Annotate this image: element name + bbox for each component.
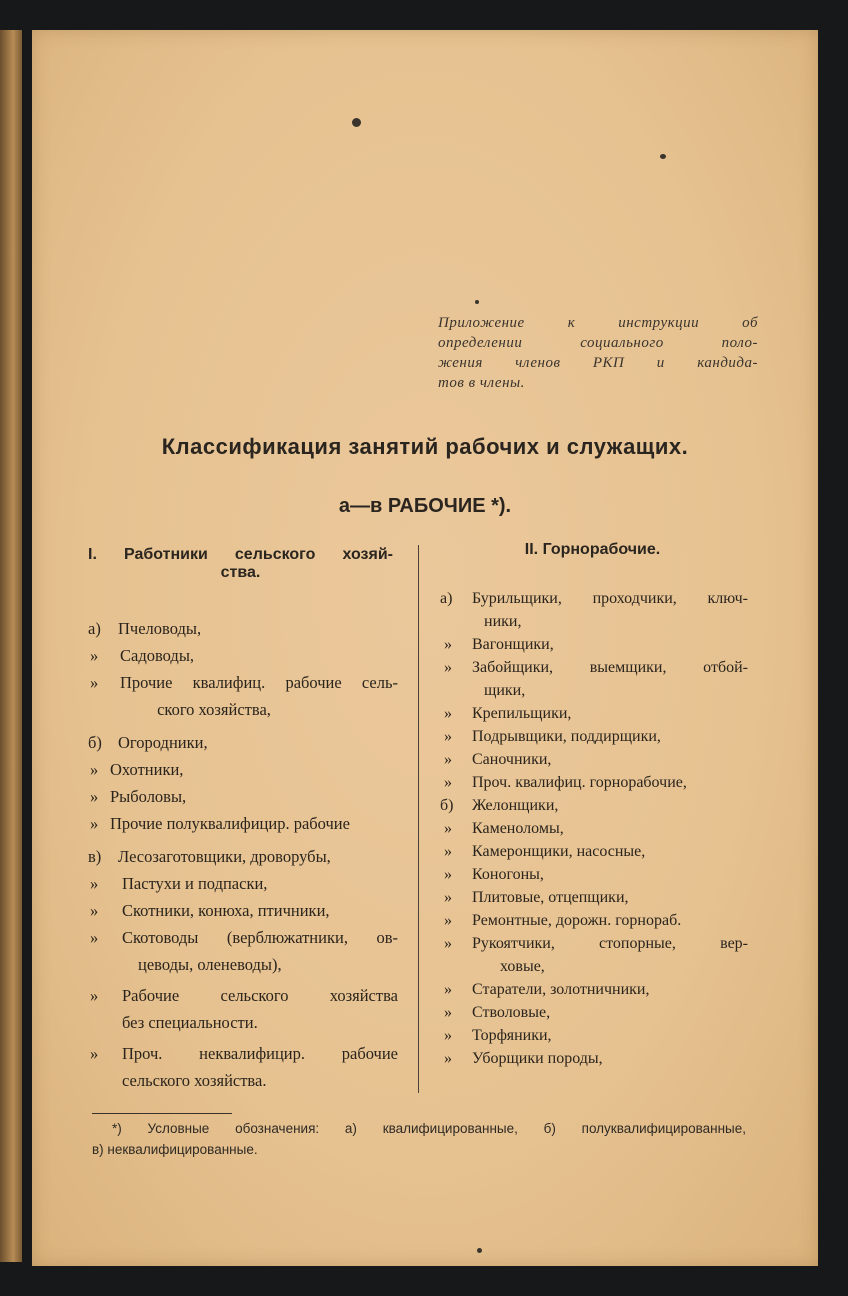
item-mark: » bbox=[444, 636, 452, 653]
item-mark: » bbox=[90, 874, 99, 893]
item-text: Ремонтные, дорожн. горнораб. bbox=[472, 912, 682, 929]
item-text-block bbox=[122, 1040, 398, 1094]
item-mark: » bbox=[90, 646, 99, 665]
item-mark: » bbox=[90, 673, 99, 692]
item-mark: в) bbox=[88, 847, 102, 866]
item-text: Рукоятчики, стопорные, вер- bbox=[472, 935, 748, 952]
item-text: Пчеловоды, bbox=[118, 619, 202, 638]
list-item bbox=[440, 1047, 748, 1070]
item-text-block bbox=[472, 656, 748, 702]
item-text: Лесозаготовщики, дроворубы, bbox=[118, 847, 331, 866]
list-item bbox=[440, 633, 748, 656]
item-text: щики, bbox=[484, 682, 526, 699]
item-mark: б) bbox=[440, 797, 454, 814]
item-mark: » bbox=[90, 901, 99, 920]
list-item bbox=[88, 897, 398, 924]
item-text: Проч. неквалифицир. рабочие bbox=[122, 1044, 398, 1063]
item-text: Уборщики породы, bbox=[472, 1050, 603, 1067]
list-item bbox=[440, 656, 748, 702]
item-text: Коногоны, bbox=[472, 866, 544, 883]
item-mark: » bbox=[444, 981, 452, 998]
item-text: без специальности. bbox=[122, 1013, 258, 1032]
item-text: цеводы, оленеводы), bbox=[138, 955, 282, 974]
list-item bbox=[88, 615, 398, 642]
item-mark: » bbox=[444, 728, 452, 745]
item-mark: » bbox=[444, 866, 452, 883]
item-mark: » bbox=[90, 814, 99, 833]
item-mark: » bbox=[90, 986, 99, 1005]
list-item bbox=[88, 729, 398, 756]
list-item bbox=[440, 702, 748, 725]
list-item bbox=[88, 924, 398, 978]
footnote bbox=[92, 1118, 746, 1160]
item-text: Стволовые, bbox=[472, 1004, 551, 1021]
right-column-heading: II. Горнорабочие. bbox=[524, 541, 661, 558]
item-text: Скотники, конюха, птичники, bbox=[122, 901, 330, 920]
left-heading-line: I. Работники сельского хозяй- bbox=[88, 546, 393, 563]
footnote-line: *) Условные обозначения: а) квалифицированные, б) полуквалифицированные, bbox=[112, 1121, 746, 1136]
item-mark: » bbox=[444, 705, 452, 722]
item-text: Прочие полуквалифицир. рабочие bbox=[110, 814, 350, 833]
list-item bbox=[88, 810, 398, 837]
footnote-line: в) неквалифицированные. bbox=[92, 1142, 258, 1157]
item-text-block bbox=[120, 669, 398, 723]
annex-note bbox=[438, 313, 758, 393]
item-text-block bbox=[472, 587, 748, 633]
item-text: Охотники, bbox=[110, 760, 184, 779]
item-mark: » bbox=[444, 1027, 452, 1044]
right-column-list bbox=[440, 587, 748, 1070]
annex-line: определении социального поло- bbox=[438, 335, 758, 351]
list-item bbox=[440, 817, 748, 840]
list-item bbox=[440, 886, 748, 909]
annex-line: тов в члены. bbox=[438, 375, 525, 391]
item-mark: » bbox=[90, 928, 99, 947]
item-mark: » bbox=[444, 935, 452, 952]
list-item bbox=[440, 748, 748, 771]
list-item bbox=[440, 1024, 748, 1047]
item-text: Прочие квалифиц. рабочие сель- bbox=[120, 673, 398, 692]
item-text: Забойщики, выемщики, отбой- bbox=[472, 659, 748, 676]
item-mark: » bbox=[444, 820, 452, 837]
list-item bbox=[440, 771, 748, 794]
list-item bbox=[88, 870, 398, 897]
paper-speck bbox=[475, 300, 479, 304]
item-text: Каменоломы, bbox=[472, 820, 564, 837]
item-text: Камеронщики, насосные, bbox=[472, 843, 646, 860]
item-text: Пастухи и подпаски, bbox=[122, 874, 268, 893]
left-column-list bbox=[88, 615, 398, 1094]
list-item bbox=[440, 725, 748, 748]
list-item bbox=[88, 669, 398, 723]
item-mark: » bbox=[444, 751, 452, 768]
item-text: Огородники, bbox=[118, 733, 208, 752]
item-text: Саночники, bbox=[472, 751, 552, 768]
paper-speck bbox=[477, 1248, 482, 1253]
adjacent-page-edge bbox=[0, 30, 22, 1262]
item-text: Рабочие сельского хозяйства bbox=[122, 986, 398, 1005]
list-item bbox=[440, 1001, 748, 1024]
annex-line: жения членов РКП и кандида- bbox=[438, 355, 758, 371]
document-title: Классификация занятий рабочих и служащих. bbox=[161, 434, 689, 459]
left-heading-line: ства. bbox=[220, 564, 261, 581]
item-mark: » bbox=[444, 912, 452, 929]
annex-line: Приложение к инструкции об bbox=[438, 315, 758, 331]
list-item bbox=[440, 978, 748, 1001]
list-item bbox=[440, 932, 748, 978]
item-mark: » bbox=[444, 774, 452, 791]
list-item bbox=[88, 1040, 398, 1094]
item-text-block bbox=[122, 982, 398, 1036]
list-item bbox=[88, 783, 398, 810]
item-text: Бурильщики, проходчики, ключ- bbox=[472, 590, 748, 607]
list-item bbox=[88, 843, 398, 870]
item-mark: » bbox=[90, 787, 99, 806]
item-text: Старатели, золотничники, bbox=[472, 981, 650, 998]
item-mark: » bbox=[444, 659, 452, 676]
list-item bbox=[440, 587, 748, 633]
item-text: Желонщики, bbox=[472, 797, 559, 814]
paper-speck bbox=[352, 118, 361, 127]
item-mark: » bbox=[444, 1004, 452, 1021]
item-text: Торфяники, bbox=[472, 1027, 552, 1044]
item-text: Садоводы, bbox=[120, 646, 195, 665]
list-item bbox=[440, 909, 748, 932]
item-text-block bbox=[122, 924, 398, 978]
item-text: ховые, bbox=[500, 958, 545, 975]
item-text: ники, bbox=[484, 613, 522, 630]
paper-speck bbox=[660, 154, 666, 159]
item-mark: б) bbox=[88, 733, 102, 752]
left-column-heading bbox=[88, 546, 393, 582]
item-mark: а) bbox=[440, 590, 453, 607]
item-text: Подрывщики, поддирщики, bbox=[472, 728, 661, 745]
item-mark: » bbox=[444, 1050, 452, 1067]
item-mark: а) bbox=[88, 619, 101, 638]
footnote-rule bbox=[92, 1113, 232, 1114]
item-mark: » bbox=[90, 760, 99, 779]
item-mark: » bbox=[90, 1044, 99, 1063]
list-item bbox=[440, 840, 748, 863]
list-item bbox=[88, 756, 398, 783]
item-text: Рыболовы, bbox=[110, 787, 187, 806]
item-text: сельского хозяйства. bbox=[122, 1071, 267, 1090]
section-subtitle: а—в РАБОЧИЕ *). bbox=[338, 495, 512, 517]
item-text: ского хозяйства, bbox=[157, 700, 271, 719]
list-item bbox=[88, 982, 398, 1036]
item-text: Скотоводы (верблюжатники, ов- bbox=[122, 928, 398, 947]
list-item bbox=[440, 863, 748, 886]
item-text: Крепильщики, bbox=[472, 705, 572, 722]
item-text: Плитовые, отцепщики, bbox=[472, 889, 629, 906]
list-item bbox=[440, 794, 748, 817]
item-text-block bbox=[472, 932, 748, 978]
item-text: Проч. квалифиц. горнорабочие, bbox=[472, 774, 687, 791]
item-text: Вагонщики, bbox=[472, 636, 554, 653]
column-divider bbox=[418, 545, 419, 1093]
list-item bbox=[88, 642, 398, 669]
item-mark: » bbox=[444, 889, 452, 906]
item-mark: » bbox=[444, 843, 452, 860]
